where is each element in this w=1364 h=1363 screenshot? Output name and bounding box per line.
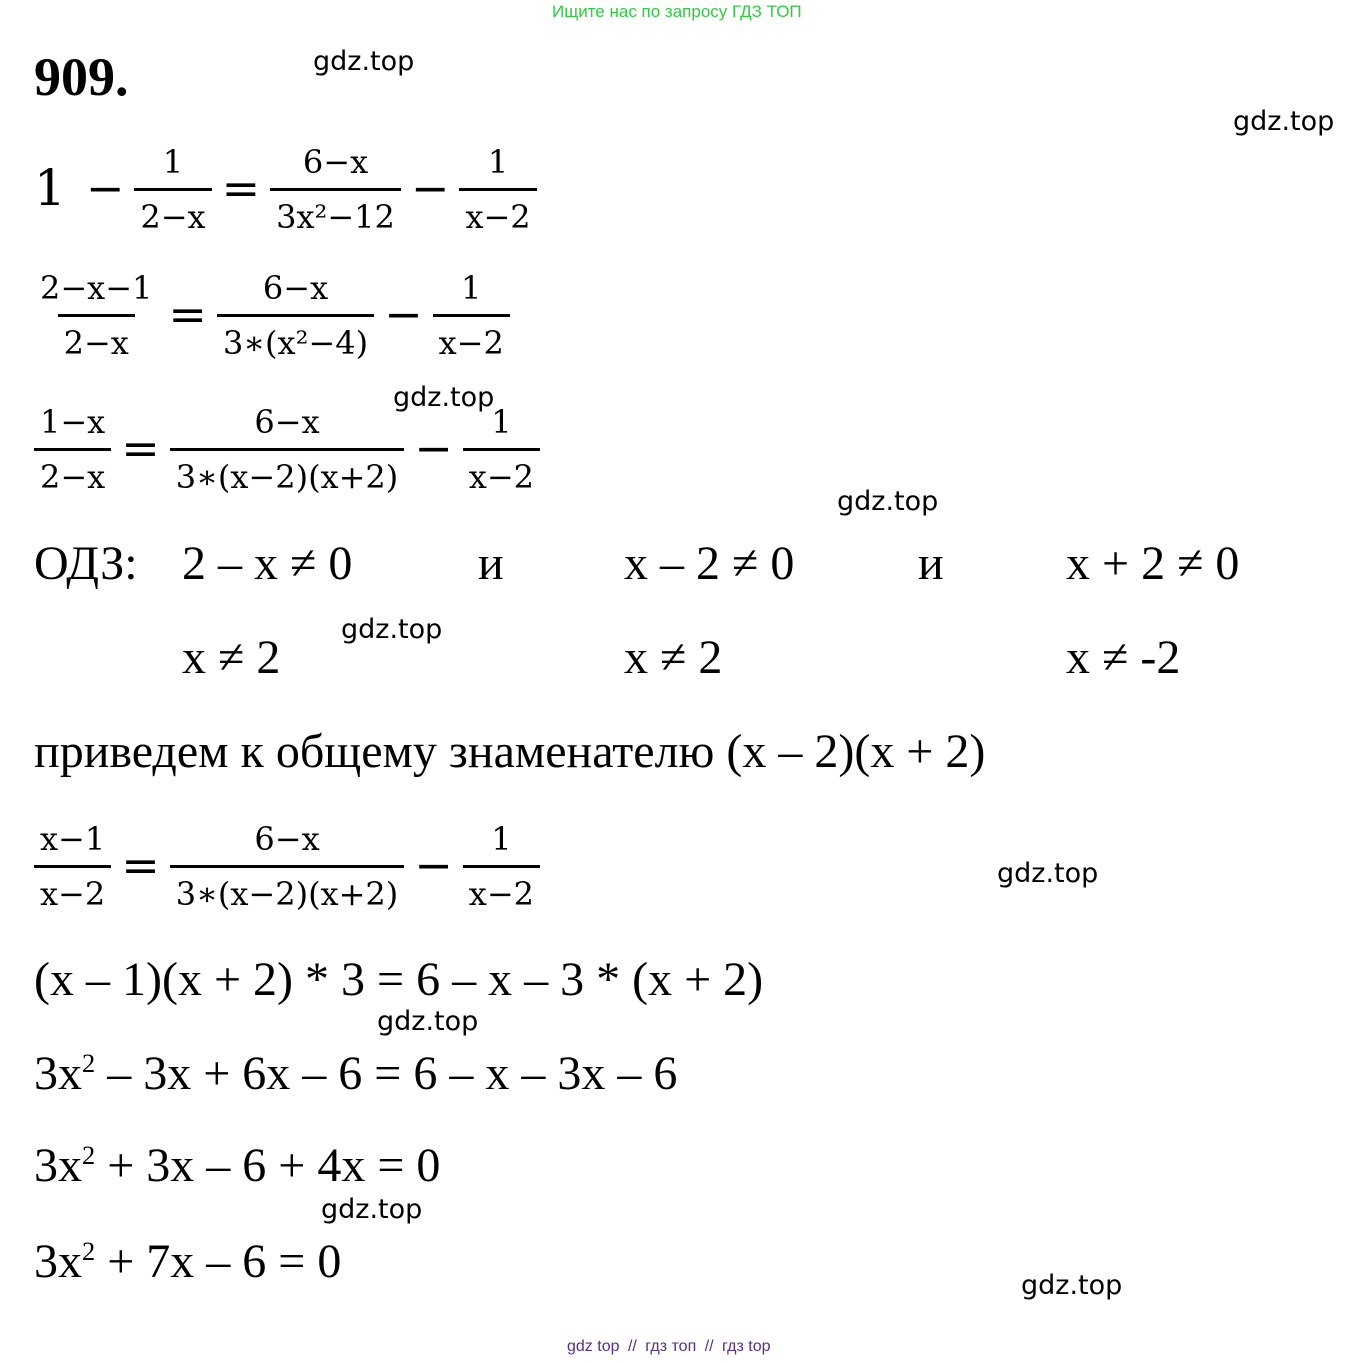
odz-result-3: x ≠ -2 xyxy=(1066,631,1181,684)
eq1-fraction-2 xyxy=(270,140,401,235)
equation-2 xyxy=(34,266,510,361)
eq1-f1-num: 1 xyxy=(162,143,184,181)
eq1-f3-num: 1 xyxy=(487,143,509,181)
eq1-fraction-3 xyxy=(459,140,536,235)
eq1-fraction-1 xyxy=(134,140,211,235)
step-line-5: (x – 1)(x + 2) * 3 = 6 – x – 3 * (x + 2) xyxy=(34,953,764,1006)
eq2-f1-den: 2−x xyxy=(58,314,135,361)
line7-rest: + 3x – 6 + 4x = 0 xyxy=(95,1139,441,1192)
eq1-equals-sign: = xyxy=(221,160,261,215)
eq2-f2-num: 6−x xyxy=(262,269,329,307)
eq4-f3-num: 1 xyxy=(491,820,512,858)
eq2-equals-sign: = xyxy=(168,286,207,341)
eq2-fraction-1 xyxy=(34,266,158,361)
eq3-equals-sign: = xyxy=(121,420,160,475)
odz-result-2: x ≠ 2 xyxy=(624,631,723,684)
eq2-f3-num: 1 xyxy=(461,269,482,307)
eq4-f3-den: x−2 xyxy=(463,865,540,912)
eq2-f3-den: x−2 xyxy=(433,314,510,361)
eq1-f2-num: 6−x xyxy=(302,143,369,181)
eq3-f2-num: 6−x xyxy=(254,403,320,441)
equation-4 xyxy=(34,817,540,912)
eq4-minus-sign: − xyxy=(414,837,453,892)
step-line-6 xyxy=(34,1046,677,1101)
eq2-fraction-2 xyxy=(217,266,374,361)
watermark: gdz.top xyxy=(321,1194,423,1225)
eq1-f1-den: 2−x xyxy=(134,188,211,235)
line6-rest: – 3x + 6x – 6 = 6 – x – 3x – 6 xyxy=(95,1047,678,1100)
eq4-fraction-3 xyxy=(463,817,540,912)
line7-exponent: 2 xyxy=(82,1140,96,1170)
footer-separator: // xyxy=(704,1338,714,1355)
eq2-fraction-3 xyxy=(433,266,510,361)
eq4-f2-num: 6−x xyxy=(254,820,320,858)
watermark: gdz.top xyxy=(997,858,1099,889)
footer-link-gdz-top-ru[interactable]: гдз топ xyxy=(645,1338,697,1355)
footer-link-gdz-top[interactable]: gdz top xyxy=(567,1338,620,1355)
line8-exponent: 2 xyxy=(82,1236,96,1266)
eq4-fraction-1 xyxy=(34,817,111,912)
eq4-equals-sign: = xyxy=(121,837,160,892)
footer-separator: // xyxy=(627,1338,637,1355)
odz-result-1: x ≠ 2 xyxy=(182,631,281,684)
watermark: gdz.top xyxy=(341,614,443,645)
odz-condition-3: x + 2 ≠ 0 xyxy=(1066,537,1240,590)
step-line-7 xyxy=(34,1138,440,1193)
eq4-f1-num: x−1 xyxy=(40,820,106,858)
watermark: gdz.top xyxy=(1021,1270,1123,1301)
equation-1 xyxy=(34,140,537,235)
eq3-minus-sign: − xyxy=(414,420,453,475)
line8-rest: + 7x – 6 = 0 xyxy=(95,1235,342,1288)
eq1-minus-sign-2: − xyxy=(410,160,450,215)
eq3-f3-den: x−2 xyxy=(463,448,540,495)
search-banner[interactable]: Ищите нас по запросу ГДЗ ТОП xyxy=(552,2,802,21)
eq4-f2-den: 3∗(x−2)(x+2) xyxy=(170,865,404,912)
eq3-fraction-1 xyxy=(34,400,111,495)
eq1-f3-den: x−2 xyxy=(459,188,536,235)
eq3-fraction-2 xyxy=(170,400,404,495)
eq3-f1-num: 1−x xyxy=(40,403,106,441)
eq3-f1-den: 2−x xyxy=(34,448,111,495)
odz-condition-2: x – 2 ≠ 0 xyxy=(624,537,795,590)
eq2-f1-num: 2−x−1 xyxy=(40,269,153,307)
line6-pre: 3x xyxy=(34,1047,82,1100)
odz-label: ОДЗ: xyxy=(34,537,138,590)
common-denominator-text: приведем к общему знаменателю (x – 2)(x + 2) xyxy=(34,725,986,778)
line8-pre: 3x xyxy=(34,1235,82,1288)
eq3-f3-num: 1 xyxy=(491,403,512,441)
eq2-minus-sign: − xyxy=(384,286,423,341)
eq1-f2-den: 3x²−12 xyxy=(270,188,401,235)
odz-and-1: и xyxy=(478,537,504,590)
watermark: gdz.top xyxy=(313,46,415,77)
problem-number: 909. xyxy=(34,47,129,107)
eq4-f1-den: x−2 xyxy=(34,865,111,912)
step-line-8 xyxy=(34,1234,341,1289)
eq3-f2-den: 3∗(x−2)(x+2) xyxy=(170,448,404,495)
watermark: gdz.top xyxy=(377,1006,479,1037)
eq4-fraction-2 xyxy=(170,817,404,912)
footer-links xyxy=(567,1338,771,1356)
footer-link-gdz-top-mixed[interactable]: гдз top xyxy=(722,1338,771,1355)
equation-3 xyxy=(34,400,540,495)
watermark: gdz.top xyxy=(837,486,939,517)
line7-pre: 3x xyxy=(34,1139,82,1192)
eq3-fraction-3 xyxy=(463,400,540,495)
eq1-lead: 1 xyxy=(34,158,66,217)
eq2-f2-den: 3∗(x²−4) xyxy=(217,314,374,361)
eq1-minus-sign: − xyxy=(85,160,125,215)
odz-condition-1: 2 – x ≠ 0 xyxy=(182,537,353,590)
watermark: gdz.top xyxy=(1233,106,1335,137)
odz-and-2: и xyxy=(918,537,944,590)
line6-exponent: 2 xyxy=(82,1048,96,1078)
watermark: gdz.top xyxy=(393,382,495,413)
